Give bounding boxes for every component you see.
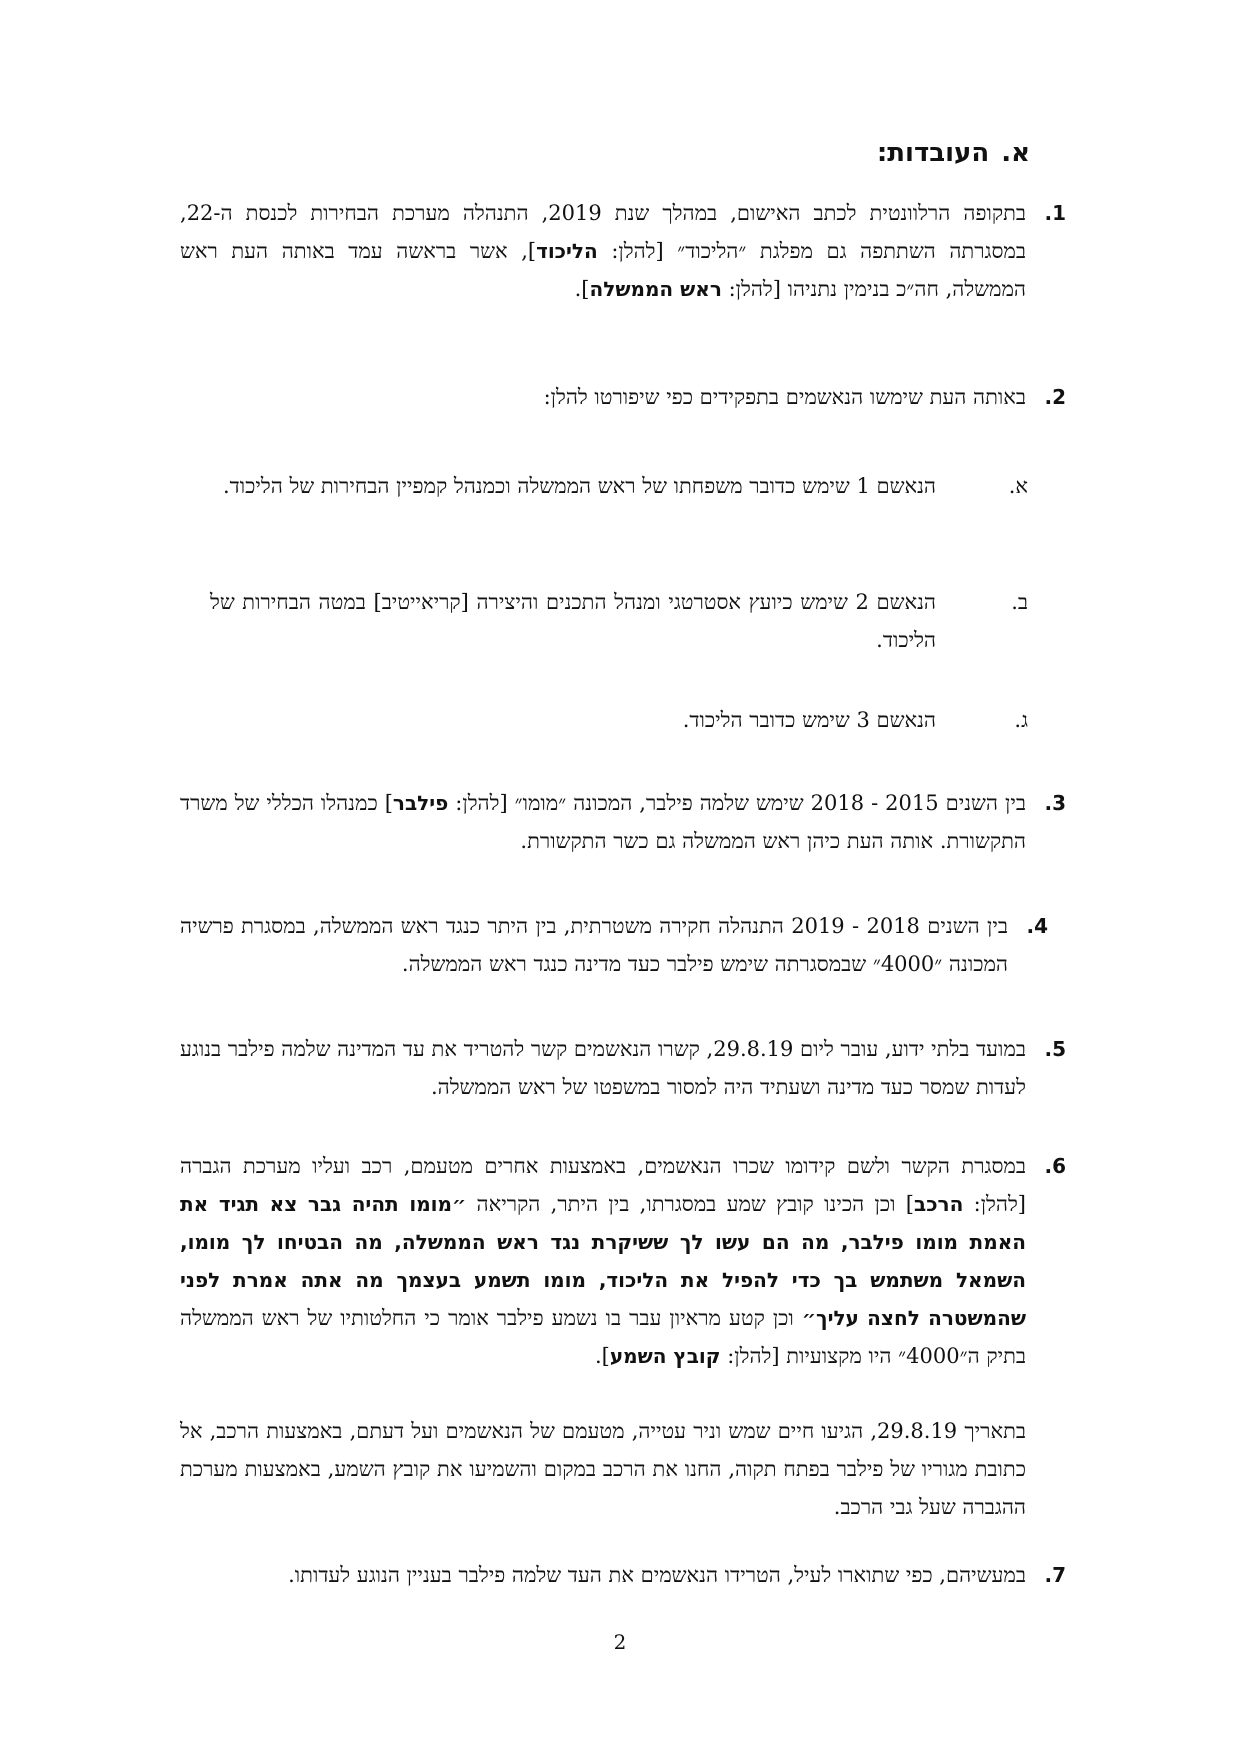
subparagraph-label: א. [1008,474,1028,498]
paragraph-text: וכן קטע מראיון עבר בו נשמע פילבר אומר כי החלטותיו של ראש הממשלה בתיק ה״4000״ היו מקצועיות [להלן: [180,1306,1026,1368]
subparagraph-text: הנאשם 3 שימש כדובר הליכוד. [682,708,936,732]
paragraph-number: 5. [1044,1037,1066,1061]
defined-term: קובץ השמע [609,1344,721,1368]
subparagraph-label: ג. [1014,708,1028,732]
paragraph-6 [180,1147,1066,1375]
paragraph-text: ]. [594,1344,610,1368]
paragraph-4 [180,907,1048,983]
subparagraph-c [210,701,1028,739]
subparagraph-label: ב. [1011,590,1028,614]
defined-term: פילבר [392,791,449,815]
subparagraph-text: הנאשם 1 שימש כדובר משפחתו של ראש הממשלה וכמנהל קמפיין הבחירות של הליכוד. [222,474,936,498]
paragraph-5 [180,1030,1066,1106]
paragraph-7 [180,1556,1066,1594]
paragraph-6-continued [180,1412,1026,1526]
quoted-announcement: ״מומו תהיה גבר צא תגיד את האמת מומו פילבר, מה הם עשו לך ששיקרת נגד ראש הממשלה, מה הבטיחו לך מומו, השמאל משתמש בך כדי להפיל את הליכוד, מומו תשמע בעצמך מה אתה אמרת לפני שהמשטרה לחצה עליך״ [180,1192,1026,1330]
paragraph-number: 6. [1044,1154,1066,1178]
paragraph-text: ]. [574,277,590,301]
section-heading [877,138,1030,168]
section-letter: א. [1001,138,1030,168]
paragraph-text: ], אשר בראשה עמד באותה העת ראש הממשלה, חה״כ בנימין נתניהו [להלן: [180,239,1026,301]
paragraph-text: בין השנים 2015 - 2018 שימש שלמה פילבר, המכונה ״מומו״ [להלן: [448,791,1026,815]
section-title: העובדות: [876,138,990,168]
paragraph-number: 4. [1026,914,1048,938]
paragraph-3 [180,784,1066,860]
defined-term: הרכב [914,1192,964,1216]
paragraph-text: ] כמנהלו הכללי של משרד התקשורת. אותה העת כיהן ראש הממשלה גם כשר התקשורת. [180,791,1026,853]
paragraph-number: 2. [1044,385,1066,409]
paragraph-text: במעשיהם, כפי שתוארו לעיל, הטרידו הנאשמים את העד שלמה פילבר בעניין הנוגע לעדותו. [288,1563,1026,1587]
paragraph-text: בתקופה הרלוונטית לכתב האישום, במהלך שנת 2019, התנהלה מערכת הבחירות לכנסת ה-22, במסגרתה השתתפה גם מפלגת ״הליכוד״ [להלן: [180,201,1026,263]
subparagraph-a [210,467,1028,505]
defined-term: ראש הממשלה [589,277,722,301]
paragraph-text: בתאריך 29.8.19, הגיעו חיים שמש וניר עטייה, מטעמם של הנאשמים ועל דעתם, באמצעות הרכב, אל כתובת מגוריו של פילבר בפתח תקוה, החנו את הרכב במקום והשמיעו את קובץ השמע, באמצעות מערכת ההגברה שעל גבי הרכב. [180,1419,1026,1519]
paragraph-text: באותה העת שימשו הנאשמים בתפקידים כפי שיפורטו להלן: [543,385,1026,409]
subparagraph-b [210,583,1028,659]
paragraph-number: 7. [1044,1563,1066,1587]
paragraph-text: במסגרת הקשר ולשם קידומו שכרו הנאשמים, באמצעות אחרים מטעמם, רכב ועליו מערכת הגברה [להלן: [180,1154,1026,1216]
page-number: 2 [613,1630,627,1654]
subparagraph-text: הנאשם 2 שימש כיועץ אסטרטגי ומנהל התכנים והיצירה [קריאייטיב] במטה הבחירות של הליכוד. [210,590,936,652]
paragraph-text: בין השנים 2018 - 2019 התנהלה חקירה משטרתית, בין היתר כנגד ראש הממשלה, במסגרת פרשיה המכונה ״4000״ שבמסגרתה שימש פילבר כעד מדינה כנגד ראש הממשלה. [180,914,1008,976]
paragraph-number: 1. [1044,201,1066,225]
paragraph-2 [180,378,1066,416]
defined-term: הליכוד [536,239,598,263]
paragraph-number: 3. [1044,791,1066,815]
paragraph-text: במועד בלתי ידוע, עובר ליום 29.8.19, קשרו הנאשמים קשר להטריד את עד המדינה שלמה פילבר בנוגע לעדות שמסר כעד מדינה ושעתיד היה למסור במשפטו של ראש הממשלה. [180,1037,1027,1099]
paragraph-text: ] וכן הכינו קובץ שמע במסגרתו, בין היתר, הקריאה [466,1192,914,1216]
paragraph-1 [180,194,1066,308]
